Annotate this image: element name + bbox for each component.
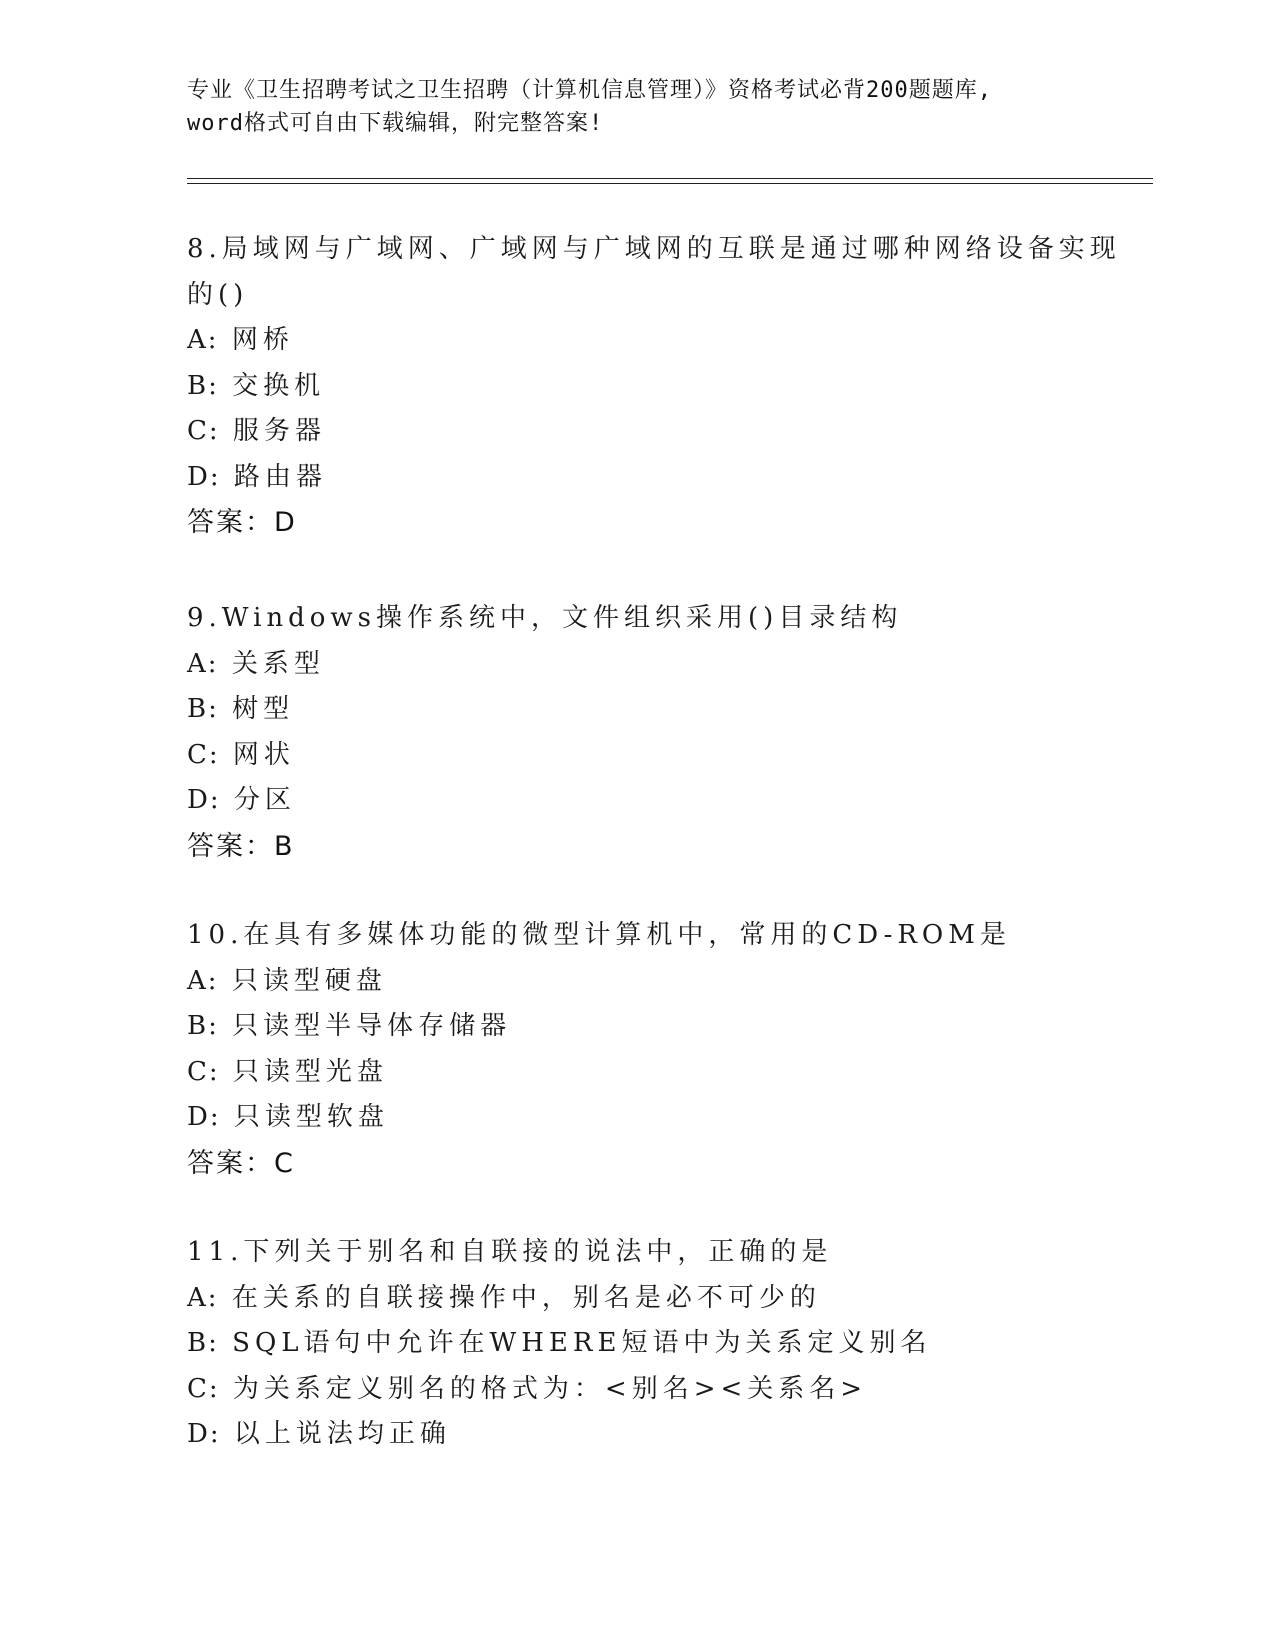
header-divider-bottom — [187, 183, 1153, 184]
option-c — [187, 733, 1087, 779]
question-stem-line: 9.Windows操作系统中，文件组织采用()目录结构 — [187, 603, 903, 633]
question-stem-line: 11.下列关于别名和自联接的说法中，正确的是 — [187, 1237, 833, 1267]
option-letter: B: — [187, 370, 219, 401]
option-text: 网桥 — [231, 325, 294, 355]
option-c — [187, 1050, 1087, 1096]
option-text: 只读型软盘 — [233, 1102, 389, 1132]
option-text: 以上说法均正确 — [233, 1419, 451, 1449]
document-header — [187, 74, 1107, 140]
option-text: 分区 — [233, 785, 296, 815]
option-letter: A: — [187, 648, 219, 679]
option-a — [187, 642, 1087, 688]
option-text: 树型 — [232, 694, 295, 724]
question-10 — [187, 913, 1087, 1186]
header-divider-top — [187, 178, 1153, 179]
option-letter: A: — [187, 965, 219, 996]
option-a — [187, 318, 1087, 364]
option-c — [187, 409, 1087, 455]
option-d — [187, 1095, 1087, 1141]
answer-line: 答案：C — [187, 1147, 295, 1179]
option-letter: A: — [187, 325, 219, 355]
question-8 — [187, 227, 1121, 546]
option-letter: C: — [187, 739, 220, 770]
option-text: 网状 — [232, 739, 295, 770]
option-b — [187, 364, 1087, 410]
option-text: 只读型硬盘 — [231, 965, 387, 996]
option-b — [187, 687, 1087, 733]
question-stem-line: 10.在具有多媒体功能的微型计算机中，常用的CD-ROM是 — [187, 920, 1011, 950]
option-b — [187, 1004, 1087, 1050]
question-stem-line: 8.局域网与广域网、广域网与广域网的互联是通过哪种网络设备实现 — [187, 234, 1121, 264]
option-c — [187, 1367, 1087, 1413]
option-letter: D: — [187, 1102, 221, 1132]
option-text: 交换机 — [232, 370, 326, 401]
option-letter: B: — [187, 1328, 219, 1358]
option-d — [187, 778, 1087, 824]
option-letter: A: — [187, 1282, 219, 1313]
option-letter: D: — [187, 785, 221, 815]
option-letter: C: — [187, 416, 220, 446]
option-text: 在关系的自联接操作中，别名是必不可少的 — [231, 1282, 821, 1313]
question-9 — [187, 596, 1087, 869]
option-a — [187, 959, 1087, 1005]
option-a — [187, 1276, 1087, 1322]
option-letter: C: — [187, 1373, 220, 1404]
option-text: 只读型光盘 — [232, 1056, 388, 1087]
option-text: 为关系定义别名的格式为：<别名><关系名> — [232, 1373, 868, 1404]
option-d — [187, 455, 1087, 501]
question-11 — [187, 1230, 1087, 1458]
option-letter: D: — [187, 1419, 221, 1449]
option-b — [187, 1321, 1087, 1367]
option-text: 只读型半导体存储器 — [232, 1011, 512, 1041]
option-letter: B: — [187, 694, 219, 724]
option-letter: B: — [187, 1011, 219, 1041]
option-text: 路由器 — [233, 461, 327, 492]
option-letter: D: — [187, 461, 221, 492]
option-d — [187, 1412, 1087, 1458]
answer-line: 答案：B — [187, 830, 295, 862]
question-stem-line: 的() — [187, 279, 249, 310]
option-text: 关系型 — [231, 648, 325, 679]
option-text: SQL语句中允许在WHERE短语中为关系定义别名 — [232, 1328, 932, 1358]
option-text: 服务器 — [232, 416, 326, 446]
header-line-2: word格式可自由下载编辑，附完整答案! — [187, 111, 604, 136]
option-letter: C: — [187, 1056, 220, 1087]
answer-line: 答案：D — [187, 507, 297, 538]
header-line-1: 专业《卫生招聘考试之卫生招聘（计算机信息管理）》资格考试必背200题题库, — [187, 78, 992, 103]
